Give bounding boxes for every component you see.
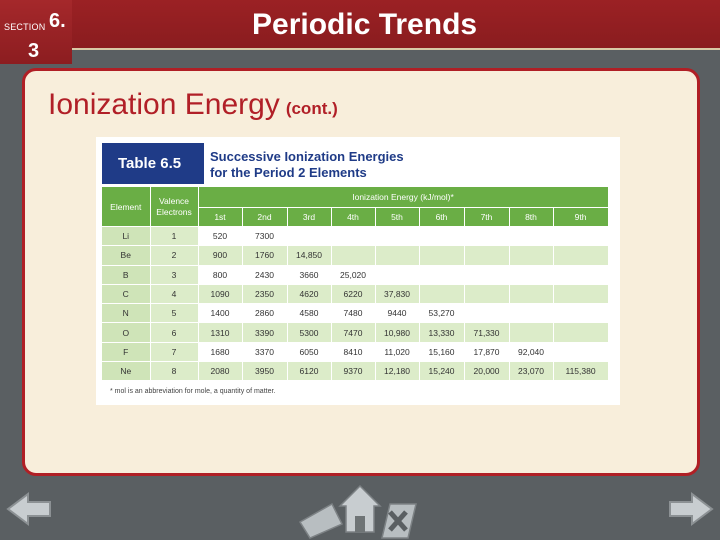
table-row xyxy=(102,362,608,381)
valence-cell: 5 xyxy=(150,304,198,323)
section-label: SECTION xyxy=(4,22,46,32)
energy-cell: 1680 xyxy=(198,342,242,361)
energy-cell xyxy=(509,323,553,342)
valence-cell: 8 xyxy=(150,362,198,381)
header-divider xyxy=(0,48,720,50)
data-grid xyxy=(102,187,609,381)
energy-cell: 20,000 xyxy=(464,362,509,381)
energy-cell: 900 xyxy=(198,246,242,265)
energy-cell xyxy=(553,323,608,342)
energy-cell xyxy=(464,246,509,265)
table-row xyxy=(102,323,608,342)
table-label: Table 6.5 xyxy=(102,143,204,184)
energy-cell xyxy=(509,227,553,246)
energy-cell xyxy=(509,284,553,303)
ordinal-header: 8th xyxy=(509,208,553,227)
table-caption xyxy=(204,143,614,184)
energy-cell xyxy=(375,227,419,246)
energy-cell: 15,160 xyxy=(419,342,464,361)
energy-cell: 17,870 xyxy=(464,342,509,361)
element-cell: B xyxy=(102,265,150,284)
subtitle-main: Ionization Energy xyxy=(48,88,280,121)
slide-subtitle xyxy=(48,88,338,122)
energy-cell: 1090 xyxy=(198,284,242,303)
section-number-sub: 3 xyxy=(28,40,40,62)
table-caption-line1: Successive Ionization Energies xyxy=(210,149,404,164)
energy-cell: 25,020 xyxy=(331,265,375,284)
table-row xyxy=(102,265,608,284)
col-valence-header: Valence Electrons xyxy=(150,187,198,227)
energy-cell xyxy=(553,284,608,303)
energy-cell: 71,330 xyxy=(464,323,509,342)
energy-cell: 2860 xyxy=(242,304,287,323)
energy-cell xyxy=(509,304,553,323)
energy-cell xyxy=(419,246,464,265)
energy-cell xyxy=(553,304,608,323)
section-number: 6. xyxy=(49,10,66,32)
table-footnote: * mol is an abbreviation for mole, a quantity of matter. xyxy=(110,388,276,395)
table-row xyxy=(102,246,608,265)
energy-cell: 10,980 xyxy=(375,323,419,342)
ordinal-header: 5th xyxy=(375,208,419,227)
ionization-table xyxy=(96,137,620,405)
ordinal-header: 1st xyxy=(198,208,242,227)
element-cell: N xyxy=(102,304,150,323)
energy-cell xyxy=(464,304,509,323)
energy-cell: 15,240 xyxy=(419,362,464,381)
energy-cell: 115,380 xyxy=(553,362,608,381)
exit-icon[interactable] xyxy=(382,504,416,538)
energy-cell: 23,070 xyxy=(509,362,553,381)
energy-cell: 9370 xyxy=(331,362,375,381)
col-element-header: Element xyxy=(102,187,150,227)
valence-cell: 6 xyxy=(150,323,198,342)
valence-cell: 3 xyxy=(150,265,198,284)
ordinal-header: 2nd xyxy=(242,208,287,227)
energy-cell: 6050 xyxy=(287,342,331,361)
energy-cell: 8410 xyxy=(331,342,375,361)
energy-cell: 6220 xyxy=(331,284,375,303)
ordinal-header: 6th xyxy=(419,208,464,227)
energy-cell: 11,020 xyxy=(375,342,419,361)
energy-cell: 7480 xyxy=(331,304,375,323)
table-row xyxy=(102,304,608,323)
energy-cell: 7300 xyxy=(242,227,287,246)
energy-cell: 37,830 xyxy=(375,284,419,303)
right-arrow-icon[interactable] xyxy=(668,492,714,526)
energy-cell: 7470 xyxy=(331,323,375,342)
back-icon[interactable] xyxy=(300,504,342,538)
energy-cell xyxy=(553,265,608,284)
energy-cell: 2430 xyxy=(242,265,287,284)
energy-cell xyxy=(464,227,509,246)
energy-cell: 9440 xyxy=(375,304,419,323)
ordinal-header: 7th xyxy=(464,208,509,227)
energy-cell xyxy=(509,265,553,284)
subtitle-suffix: (cont.) xyxy=(285,99,338,118)
energy-cell xyxy=(464,265,509,284)
ordinal-header: 3rd xyxy=(287,208,331,227)
energy-cell xyxy=(419,227,464,246)
energy-cell: 4620 xyxy=(287,284,331,303)
element-cell: C xyxy=(102,284,150,303)
element-cell: Ne xyxy=(102,362,150,381)
energy-cell: 520 xyxy=(198,227,242,246)
table-row xyxy=(102,284,608,303)
energy-cell: 5300 xyxy=(287,323,331,342)
energy-cell xyxy=(375,265,419,284)
page-title: Periodic Trends xyxy=(252,8,478,41)
energy-cell: 1310 xyxy=(198,323,242,342)
energy-cell: 3660 xyxy=(287,265,331,284)
table-heading xyxy=(102,143,614,184)
table-row xyxy=(102,227,608,246)
ordinal-header: 4th xyxy=(331,208,375,227)
valence-cell: 2 xyxy=(150,246,198,265)
energy-cell xyxy=(419,284,464,303)
energy-cell: 6120 xyxy=(287,362,331,381)
energy-cell: 14,850 xyxy=(287,246,331,265)
element-cell: O xyxy=(102,323,150,342)
energy-cell: 4580 xyxy=(287,304,331,323)
energy-cell: 92,040 xyxy=(509,342,553,361)
element-cell: Be xyxy=(102,246,150,265)
valence-cell: 4 xyxy=(150,284,198,303)
element-cell: Li xyxy=(102,227,150,246)
energy-cell: 3390 xyxy=(242,323,287,342)
ordinal-header: 9th xyxy=(553,208,608,227)
energy-cell: 3370 xyxy=(242,342,287,361)
energy-cell xyxy=(287,227,331,246)
left-arrow-icon[interactable] xyxy=(6,492,52,526)
table-row xyxy=(102,342,608,361)
col-group-header: Ionization Energy (kJ/mol)* xyxy=(198,187,608,208)
energy-cell: 2080 xyxy=(198,362,242,381)
element-cell: F xyxy=(102,342,150,361)
energy-cell: 53,270 xyxy=(419,304,464,323)
energy-cell: 800 xyxy=(198,265,242,284)
nav-home-group xyxy=(298,482,426,540)
energy-cell xyxy=(331,246,375,265)
energy-cell xyxy=(553,342,608,361)
energy-cell xyxy=(509,246,553,265)
energy-cell: 13,330 xyxy=(419,323,464,342)
energy-cell: 12,180 xyxy=(375,362,419,381)
energy-cell xyxy=(419,265,464,284)
energy-cell: 3950 xyxy=(242,362,287,381)
energy-cell xyxy=(331,227,375,246)
energy-cell: 2350 xyxy=(242,284,287,303)
energy-cell xyxy=(553,246,608,265)
grid-body xyxy=(102,227,608,381)
energy-cell: 1760 xyxy=(242,246,287,265)
energy-cell xyxy=(464,284,509,303)
table-caption-line2: for the Period 2 Elements xyxy=(210,165,367,180)
valence-cell: 1 xyxy=(150,227,198,246)
home-icon[interactable] xyxy=(340,486,380,532)
section-badge xyxy=(0,0,72,64)
energy-cell: 1400 xyxy=(198,304,242,323)
energy-cell xyxy=(375,246,419,265)
energy-cell xyxy=(553,227,608,246)
valence-cell: 7 xyxy=(150,342,198,361)
